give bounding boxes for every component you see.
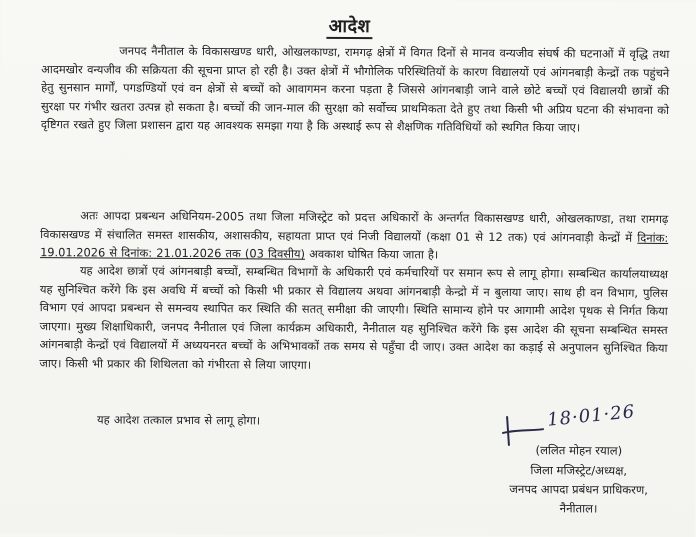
holiday-dates: दिनांक: 19.01.2026 से दिनांक: 21.01.2026 तक (03 दिवसीय) — [40, 230, 669, 261]
signatory-name: (ललित मोहन रयाल) — [535, 443, 623, 458]
signatory-designation: जिला मजिस्ट्रेट/अध्यक्ष, — [530, 463, 628, 478]
signatory-place: नैनीताल। — [559, 501, 598, 516]
paragraph-order — [40, 206, 668, 266]
order-text-before: अतः आपदा प्रबन्धन अधिनियम-2005 तथा जिला मजिस्ट्रेट को प्रदत्त अधिकारों के अन्तर्गत विकासखण्ड धारी, ओखलकाण्डा, तथा रामगढ़ विकासखण्ड में संचालित समस्त शासकीय, अशासकीय, सहायता प्राप्त एवं निजी विद्यालयों (कक्षा 01 से 12 तक) एवं आंगनवाड़ी केन्द्रों में — [40, 208, 669, 245]
order-text-after: अवकाश घोषित किया जाता है। — [304, 246, 439, 262]
paragraph-instructions: यह आदेश छात्रों एवं आंगनबाड़ी बच्चों, सम्बन्धित विभागों के अधिकारी एवं कर्मचारियों पर समान रूप से लागू होगा। सम्बन्धित कार्यालयाध्यक्ष यह सुनिश्चित करेंगे कि इस अवधि में बच्चों को किसी भी प्रकार से विद्यालय अथवा आंगनबाड़ी केन्द्रो में न बुलाया जाए। साथ ही वन विभाग, पुलिस विभाग एवं आपदा प्रबन्धन से समन्वय स्थापित कर स्थिति की सतत् समीक्षा की जाएगी। स्थिति सामान्य होने पर आगामी आदेश पृथक से निर्गत किया जाएगा। मुख्य शिक्षाधिकारी, जनपद नैनीताल एवं जिला कार्यक्रम अधिकारी, नैनीताल यह सुनिश्चित करेंगे कि इस आदेश की सूचना सम्बन्धित समस्त आंगनबाड़ी केन्द्रों एवं विद्यालयों में अध्ययनरत बच्चों के अभिभावकों तक समय से पहुँचा दी जाए। उक्त आदेश का कड़ाई से अनुपालन सुनिश्चित किया जाए। किसी भी प्रकार की शिथिलता को गंभीरता से लिया जाएगा। — [39, 263, 669, 372]
paragraph-effective: यह आदेश तत्काल प्रभाव से लागू होगा। — [97, 412, 261, 428]
signatory-authority: जनपद आपदा प्रबंधन प्राधिकरण, — [509, 481, 649, 497]
document-title — [1, 12, 696, 40]
title-text: आदेश — [327, 16, 373, 39]
signature-date: 18·01·26 — [546, 401, 637, 431]
paragraph-context: जनपद नैनीताल के विकासखण्ड धारी, ओखलकाण्डा, रामगढ़ क्षेत्रों में विगत दिनों से मानव वन्यजीव संघर्ष की घटनाओं में वृद्धि तथा आदमखोर वन्यजीव की सक्रियता की सूचना प्राप्त हो रही है। उक्त क्षेत्रों में भौगोलिक परिस्थितियों के कारण विद्यालयों एवं आंगनबाड़ी केन्द्रों तक पहुंचने हेतु सुनसान मार्गों, पगडण्डियों एवं वन क्षेत्रों से बच्चों को आवागमन करना पड़ता है जिससे आंगनबाड़ी जाने वाले छोटे बच्चों एवं विद्यालयी छात्रों की सुरक्षा पर गंभीर खतरा उत्पन्न हो सकता है। बच्चों की जान-माल की सुरक्षा को सर्वोच्च प्राथमिकता देते हुए तथा किसी भी अप्रिय घटना की संभावना को दृष्टिगत रखते हुए जिला प्रशासन द्वारा यह आवश्यक समझा गया है कि अस्थाई रूप से शैक्षणिक गतिविधियों को स्थगित किया जाए। — [40, 43, 670, 135]
